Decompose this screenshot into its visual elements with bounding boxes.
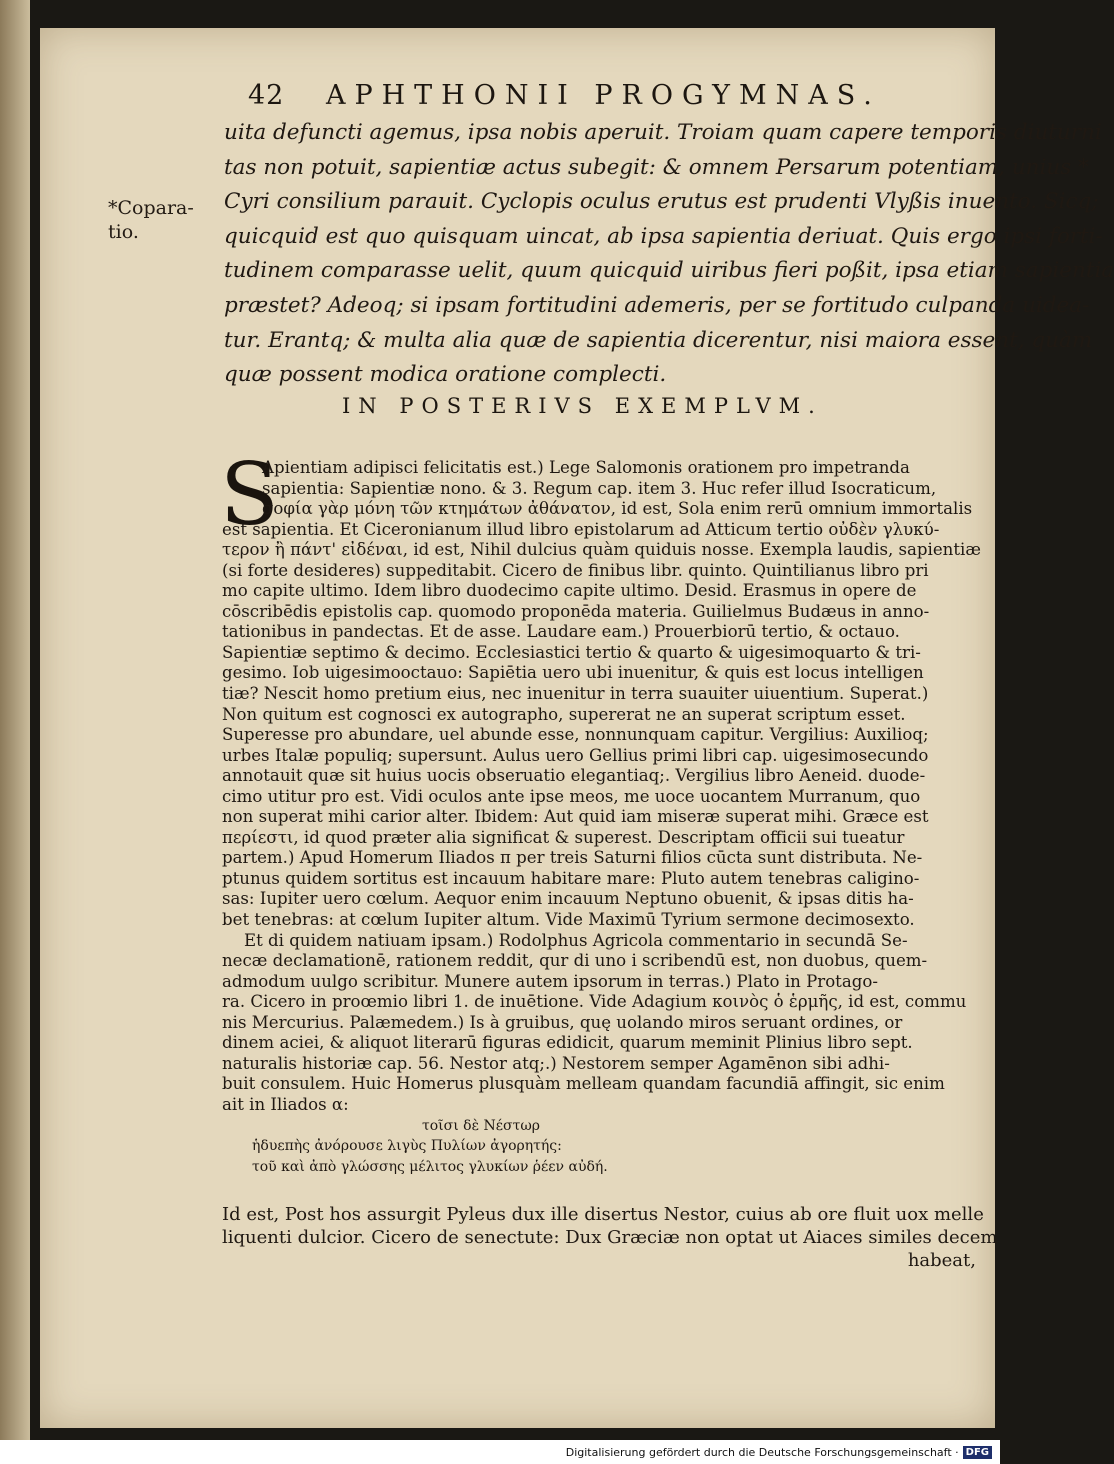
text-line: (si forte desideres) suppeditabit. Cicero de finibus libr. quinto. Quintilianus libro pri (222, 560, 929, 580)
text-line: annotauit quæ sit huius uocis obseruatio elegantiaq;. Vergilius libro Aeneid. duode- (222, 766, 926, 786)
text-line: buit consulem. Huic Homerus plusquàm melleam quandam facundiā affingit, sic enim (222, 1074, 945, 1094)
text-line: gesimo. Iob uigesimooctauo: Sapiētia uero ubi inuenitur, & quis est locus intelligen (222, 663, 924, 683)
text-line: nis Mercurius. Palæmedem.) Is à gruibus, quę uolando miros seruant ordines, or (222, 1012, 903, 1032)
text-line: Cyri consilium parauit. Cyclopis oculus erutus est prudenti Vlyßis inuento. Sicq; (224, 189, 1099, 215)
text-line: tudinem comparasse uelit, quum quicquid uiribus fieri poßit, ipsa etiam sapientia (224, 258, 1114, 284)
margin-note (108, 196, 208, 244)
text-line: bet tenebras: at cœlum Iupiter altum. Vide Maximū Tyrium sermone decimosexto. (222, 910, 915, 930)
text-line: Superesse pro abundare, uel abunde esse, nonnunquam capitur. Vergilius: Auxilioq; (222, 725, 929, 745)
quote-line: τοῦ καὶ ἀπὸ γλώσσης μέλιτος γλυκίων ῥέεν αὐδή. (252, 1158, 608, 1175)
dfg-logo-icon[interactable]: DFG (963, 1446, 992, 1459)
text-line: cimo utitur pro est. Vidi oculos ante ipse meos, me uoce uocantem Murranum, quo (222, 786, 921, 806)
text-line: Non quitum est cognosci ex autographo, supererat ne an superat scriptum esset. (222, 704, 906, 724)
text-line: admodum uulgo scribitur. Munere autem ipsorum in terras.) Plato in Protago- (222, 971, 878, 991)
text-line: necæ declamationē, rationem reddit, qur di uno i scribendū est, non duobus, quem- (222, 951, 928, 971)
text-line: ait in Iliados α: (222, 1094, 349, 1114)
text-line: est sapientia. Et Ciceronianum illud libro epistolarum ad Atticum tertio οὐδὲν γλυκύ- (222, 519, 940, 539)
footer-credit: Digitalisierung gefördert durch die Deutsche Forschungsgemeinschaft · (565, 1445, 959, 1459)
text-line: urbes Italæ populiq; supersunt. Aulus uero Gellius primi libri cap. uigesimosecundo (222, 745, 929, 765)
text-line: cōscribēdis epistolis cap. quomodo proponēda materia. Guilielmus Budæus in anno- (222, 601, 930, 621)
text-line: non superat mihi carior alter. Ibidem: Aut quid iam miseræ superat mihi. Græce est (222, 807, 929, 827)
running-title: APHTHONII PROGYMNAS. (325, 80, 881, 111)
quote-line: ἡδυεπὴς ἀνόρουσε λιγὺς Πυλίων ἀγορητής: (252, 1138, 562, 1155)
text-line: Apientiam adipisci felicitatis est.) Lege Salomonis orationem pro impetranda (262, 458, 910, 477)
drop-cap: S (220, 445, 279, 545)
text-line: sas: Iupiter uero cœlum. Aequor enim incauum Neptuno obuenit, & ipsas ditis ha- (222, 889, 914, 909)
text-line: ra. Cicero in proœmio libri 1. de inuētione. Vide Adagium κοινὸς ὁ ἑρμῆς, id est, commu (222, 992, 967, 1012)
section-heading: IN POSTERIVS EXEMPLVM. (342, 394, 823, 418)
text-line: naturalis historiæ cap. 56. Nestor atq;.) Nestorem semper Agamēnon sibi adhi- (222, 1053, 890, 1073)
margin-note-line: *Copara- (108, 197, 194, 219)
italic-text-block (224, 116, 1114, 393)
text-line: ptunus quidem sortitus est incauum habitare mare: Pluto autem tenebras caligino- (222, 868, 920, 888)
text-line: Et di quidem natiuam ipsam.) Rodolphus Agricola commentario in secundā Se- (244, 930, 908, 950)
text-line: uita defuncti agemus, ipsa nobis aperuit. Troiam quam capere temporis diuturni (224, 120, 1102, 145)
quote-line: τοῖσι δὲ Νέστωρ (422, 1117, 541, 1134)
text-line: tas non potuit, sapientiæ actus subegit: & omnem Persarum potentiam, unius * (224, 154, 1089, 180)
margin-note-line: tio. (108, 221, 139, 243)
final-text-block (222, 1203, 998, 1272)
text-line: σοφία γὰρ μόνη τῶν κτημάτων ἀθάνατον, id est, Sola enim rerū omnium immortalis (262, 499, 973, 519)
running-header (248, 80, 928, 111)
text-line: liquenti dulcior. Cicero de senectute: Dux Græciæ non optat ut Aiaces similes decem (222, 1227, 998, 1248)
text-line: Id est, Post hos assurgit Pyleus dux ille disertus Nestor, cuius ab ore fluit uox melle (222, 1204, 984, 1225)
text-line: quicquid est quo quisquam uincat, ab ipsa sapientia deriuat. Quis ergo ipsi forti- (224, 223, 1103, 249)
page-spine (0, 0, 30, 1464)
greek-quote (222, 1116, 986, 1178)
catch-word: habeat, (907, 1250, 976, 1271)
text-line: tiæ? Nescit homo pretium eius, nec inuenitur in terra suauiter uiuentium. Superat.) (222, 684, 929, 704)
text-line: quæ possent modica oratione complecti. (224, 362, 667, 388)
text-line: tur. Erantq; & multa alia quæ de sapientia dicerentur, nisi maiora essent, quàm (224, 327, 1093, 353)
text-line: mo capite ultimo. Idem libro duodecimo capite ultimo. Desid. Erasmus in opere de (222, 581, 917, 601)
digitization-footer (0, 1440, 1000, 1464)
text-line: præstet? Adeoq; si ipsam fortitudini ademeris, per se fortitudo culpanda uidea- (224, 292, 1090, 318)
commentary-block (222, 458, 986, 1177)
text-line: περίεστι, id quod præter alia significat & superest. Descriptam officii sui tueatur (222, 827, 905, 847)
text-line: tationibus in pandectas. Et de asse. Laudare eam.) Prouerbiorū tertio, & octauo. (222, 622, 900, 642)
text-line: Sapientiæ septimo & decimo. Ecclesiastici tertio & quarto & uigesimoquarto & tri- (222, 642, 921, 662)
text-line: dinem aciei, & aliquot literarū figuras edidicit, quarum meminit Plinius libro sept. (222, 1033, 913, 1053)
text-line: partem.) Apud Homerum Iliados π per treis Saturni filios cūcta sunt distributa. Ne- (222, 848, 923, 868)
page-number: 42 (248, 80, 285, 111)
text-line: sapientia: Sapientiæ nono. & 3. Regum cap. item 3. Huc refer illud Isocraticum, (262, 478, 937, 498)
text-line: τερον ἢ πάντ' εἰδέναι, id est, Nihil dulcius quàm quiduis nosse. Exempla laudis, sapientiæ (222, 540, 981, 560)
